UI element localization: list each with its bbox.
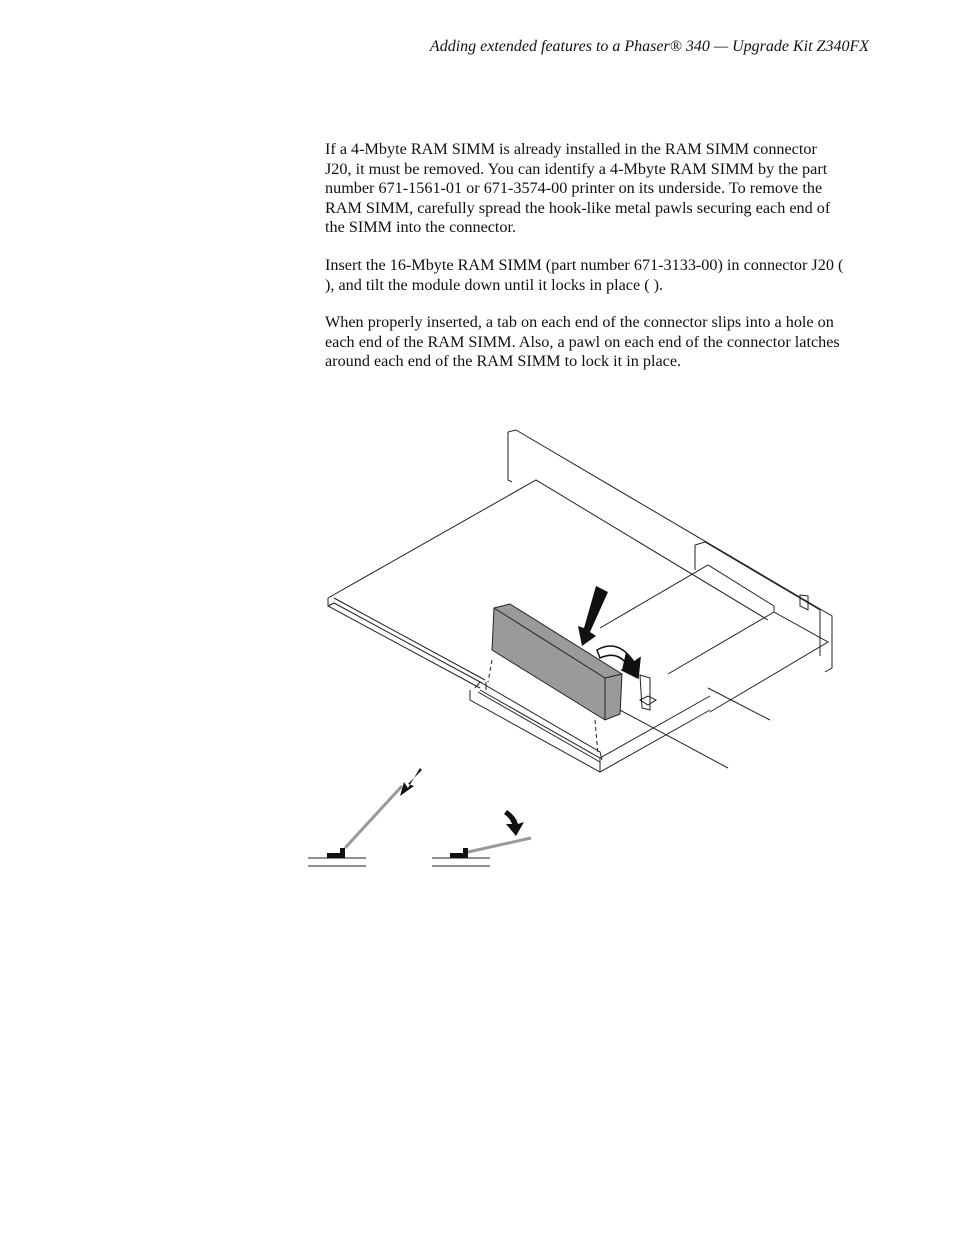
detail-insert-step xyxy=(308,768,422,866)
controller-board xyxy=(328,480,768,772)
paragraph-lock-simm: When properly inserted, a tab on each end of the connector slips into a hole on each end of the RAM SIMM. Also, a pawl on each end of the connector latches around each end of the RAM SIMM to lock it in place. xyxy=(325,313,840,371)
body-text xyxy=(325,140,845,390)
leader-line-board xyxy=(708,688,770,720)
simm-installation-figure xyxy=(300,420,860,880)
detail-lock-step xyxy=(432,810,531,866)
simm-installation-illustration xyxy=(300,420,860,880)
running-header: Adding extended features to a Phaser® 340 — Upgrade Kit Z340FX xyxy=(429,38,869,55)
paragraph-remove-simm: If a 4-Mbyte RAM SIMM is already installed in the RAM SIMM connector J20, it must be removed. You can identify a 4-Mbyte RAM SIMM by the part number 671-1561-01 or 671-3574-00 printer on its underside. To remove the RAM SIMM, carefully spread the hook-like metal pawls securing each end of the SIMM into the connector. xyxy=(325,140,831,237)
ram-simm-module xyxy=(492,604,622,720)
paragraph-insert-simm: Insert the 16-Mbyte RAM SIMM (part number 671-3133-00) in connector J20 ( ), and tilt the module down until it locks in place ( ). xyxy=(325,255,844,294)
insert-arrow-icon xyxy=(578,586,608,646)
detail-lock-arrow-icon xyxy=(504,810,524,836)
guide-line-left xyxy=(488,660,492,682)
leader-line-simm xyxy=(605,702,728,768)
detail-insert-arrow-icon xyxy=(400,768,422,796)
